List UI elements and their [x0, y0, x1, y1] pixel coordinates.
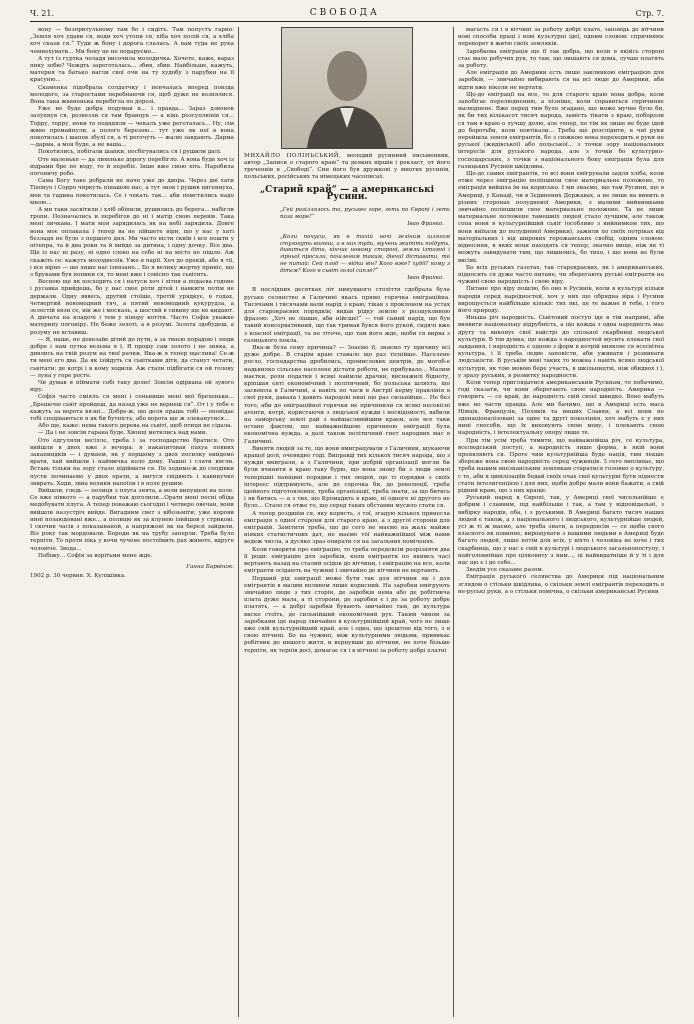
portrait-caption [244, 153, 450, 181]
page-number: Стр. 7. [635, 8, 664, 18]
caption-text: молодий русиниий письменник, автор „Записи о старого краю“ та деяких віршів і рекласт, от його тречеонів в „Свободі“. Син його був дружкові у многих русинів, польських, російських та німецьких часописах. [244, 153, 450, 180]
author-signature: Ганна Барвінок. [186, 564, 234, 571]
column-divider [453, 27, 454, 1017]
paragraph: Виняти людей за те, що вони вмиграцували з Галичини, шукаючи кращої долі, очевидно годі. Виправді тих кількох тисяч народа, що з нужди вмиграли, а з Галичини, при добрій організації могли би були вчинити в краю таку бурю, що вона знову би з люди землі теперішні панщині порядки і тих людей, що ті порядки з своїх інтереєс підтримують, але до сорочка би, до революції, треба ідейного підготовлення, треба організації, треба знати, за що битись і як битись — а з тих, що Кромадить в краю, ні одного ні другого не було... Стало ся отже то, що серед таких обставин мусило стати ся. [244, 445, 450, 510]
portrait-image [281, 27, 413, 149]
paragraph: Сама Богу такe добрали не наче уже до двора. Через дві хати Тіхонуо і Сорро чиркуть пінашою нас, а тут знов і рушив цигениуха, мов та гадина покотилась. Се і чекать так... аби помстились надо мною... [30, 178, 234, 206]
column-left [30, 27, 234, 1017]
column-divider [238, 27, 239, 1017]
newspaper-title: СВОБОДА [309, 8, 380, 18]
article-headline: „Старий край“ — a американські Русини. [259, 185, 434, 203]
paragraph: А тут із гуртка чоладя височила молодичка. Хочете, каже, вараз пику зобю? Чеждть зареготалась... збив, збив. Найбільше, кажуть, матерня та батько нагли свої очи на ту худобу з парубки на її красуню... [30, 55, 234, 84]
epigraph [280, 207, 450, 227]
paragraph: Коли говорити про еміграцію, то треба передовсім розрізняти два її роди: еміграцію для заробків, коли еміграпти по якимсь часі вертають назад на сталий осідок до вітчини, і еміграцію на все, коли еміграпти осідають на чужині і звичайно до вітчини не вертають. [244, 546, 450, 575]
paragraph: Руський народ в Європі, так, у Америці свої чисельнійше є добрим і славним, під найбільше і так, а там у відповідальні, з вибірку народів, оба, і з руськими. В Америці багато тисяч наших людей є також, а з національного і людського, культурнійше людей, усі ж ті ж маємо, але треба знати, а передовсім — се щоби свого власного як повинне, вирощувати з нашими людьми в Америці буде багато людей, лише потім для всіх, у ніхто і чоловіка не хоче і тих скарбниць, що у нас є свій в культурі і людського загальнопоступу, і найголовнійше про цілковиту з ним..., ці найвидатніше й у ті і для нас що є і до себе... [458, 495, 664, 567]
paragraph: В послідних десятках літ нинувшого століття сдобрала була руське селянство в Галичині якась прямо горячка еміграційна. Тисячами і тисячами вали нарід з краю; тікав з проклоном на устах для старокраєвих порядків; видав рідку землю з розщукливою фразою: „Хоч не лішше, аби нійсше!“ — той самий нарід, що був такий консервативний, що так тримав бувся його рукой, сидячі вже з власної еміграції, та не тіточе, що там його жде, щоби ся вирва з галицького пекла. [244, 287, 450, 344]
column-right [458, 27, 664, 1017]
paragraph: вону — безпритульному там бо і сидітъ. Там попустъ гарно: „Земля хоч удави ся, води хоч утопи ся, хіба хоч полій ся, а хліба хоч скази ся.“ Туди ж бону і дорогa слалась. А вам туда не рука чемнехувати... Ми бону це не подаруємо... [30, 27, 234, 55]
paragraph: Перший рід еміграції може бути так для вітчини як і для емігрантів в малим впливом лише корисний. На заробки емігрують звичайно люде з тих сторін, де заробків нема або де робітнича плата дуже мала, а ті сторони, де заробки є і де за роботу добре платять, — а добрі заробки бувають звичайно там, де культура вискe стоїть, де сильнійший економічний рух. Таким чином за заробками іде народ звичайно в культурнійший край, чого не лише вже свій культурнійший край, але і одна, що зрештою від того, з в свою вітчині. Бо на чужині, між культурними людьми, привикає робітник до иншого житя, и вернувши до вітчини, не хоче більше терпіти, як терпів досі, домагає ся і в вітчині за роботу добрі платні [244, 575, 450, 654]
issue-number: Ч. 21. [30, 8, 54, 18]
paragraph: Оте маленьке — да лихенькe дорогу перебігло. А вона буде хоч із відрами бре по воду, то й перебіє. Інше вже свою хіть. Наробила погоничу робо. [30, 156, 234, 178]
portrait-icon [282, 28, 412, 148]
paragraph: Ото одгуляли весіллє, треба і за господарство братися. Ото вийшли в двох вже з вечора: я накапитовав пахуа повних закапиндків — і думаем, як у першому з двох посилку вийдемо врати, хай вийшли і наймичка коло дому. Рашні і слати вягли. Вставь тільки на зору стало підіймати ся. Пе ходимо-ж до сподівки пусти починаємо у двох орати, а вигуся свідяють і кавинучко звирать. Ходи, звиа волики напоїли і в поле рушим. [30, 437, 234, 487]
paragraph: Иньша річ народність. Сьвітовий поступ іде в тім напрямі, аби виявити національну відрубність, а що кожда з одна народність має другу та виконує свої вайстрі до спільної скарбниці людської культури. В тім думка, що кожда з народностей мусить плекати свої завдання, і народність є одною з форм в котрій виявляє ся всесвітна культура, і її треба ледве заповісти, аби уживати і розвивати людськости. В руськім мові таких то можна і навіть всяко людської культури, як тою мовою бере участь, в шкільництві, ніж обидвох і ї, у зразу руських, в розвитку народности. [458, 315, 664, 379]
paragraph: Коли тепер приглядатися американським Русинам, то побачимо, годі сказати, чи вони зберегають свою народність. Америка — говорить — се край, де народність свій своєї швидко. Воно мабуть вже но части правда. Але ми бачимо, що в Америці єсть маса Німців, Французів, Поляків та инших Славян, а всі вони не зденаціоналізовані за одне та другі покоління, хоч мабуть є у них нині способи, що їх виховують свою мову, і плекають свою народність, і інтелектуальну опору лише те. [458, 379, 664, 437]
paragraph: Вийшли, гледь — полиця з плуга знята, а воли випущені на поле. Се вже півкото — a парубки так доголили...Орати мені посні обіда медобувати плуга. А тепер поважаю сьогодні і четверо овечан, вони вийшли назустріч вийде. Вигадним свет з вібозьміти; уже корови нині позаюдовані вже... а полицю як за клунею ізийшов у стрикові. І скочив часів з показываной, а напряжоні як на березі зайдили. Віз року так мордовали. Бороди як на трубу заперли. Треба було терпіти. То проти пікь у вочи чучене постоїмить рах животе, вдруге чоловіче. Звода... [30, 488, 234, 552]
column-middle [244, 27, 450, 1017]
paragraph: А тепер роздивім ся, яку користь, з тої, згадую кількох принесла еміграція з одної сторони для старого краю, а з другої сторони для еміграцій. Замітити треба, що до сего не маємо на жаль майже ніяких статистичних дат, не маємо тої найважнійшої між нами ведеж числа, а дусяко зраз опирати ся на загальних поміченях. [244, 510, 450, 546]
paragraph: Але еміграція до Америки єсть лише заклинкою еміграцією для заробків, — звичайно вибирають ся на всі люде до Америки, аби відти вже нікoли не вертати. [458, 70, 664, 91]
paragraph: Еміграція руського селянства до Америки під національним зглядом о стільки шкідлива, о скільки землі емігрантів переходить в не-руські руки, а о стільки помічна, о скільки американські Русини [458, 574, 664, 595]
paragraph: Софія часто сміялъ ся мені і сеньнише мені мої брехеньки... „Брешечю сьвіт пройдеш, да назад уже не вернеш ся“. От і у тебе є кажуть за ворота вязні... Добре-ж, що доля прашь тобі — оповідає тобі сподіваються я як би бутність, або ворота ще ж злеканутися... [30, 394, 234, 422]
paragraph: — Да і не зовсім гарана буде. Хвонці метились над нами. [38, 430, 208, 437]
page-header [30, 6, 664, 20]
paragraph: Заробкова еміграція ще її так добра, що коли в якійсь стороні стає мало робучих рук, то там, що лишають ся дома, лучше платять за роботу. [458, 48, 664, 70]
header-rule [30, 21, 664, 22]
epigraph-author: Іван Франко. [407, 274, 444, 281]
epigraph-text: „Коли почуєш, як в тихій ночі зеліним шляхом стугонуть вагони, а в них туди, мучень житіть поїдуть, дивиться діти, кінчиє новому сторонi, земли ізтомні і гірньої просили, пошленим таким, дівчиї діставати, то не питай: Сей плод — відки він? Кого вже? худії? кому з дітєм? Кого в сьвіт голої сипле?“ [280, 233, 450, 274]
paragraph: Питане про віру пошлю, бо оно в Русинів, коли в культурі кільки народів серед народностей, хоч у них що обрядна віра і Русини вирощується найбільше кількіс тих які, це те важне й тебе, і того його природу. [458, 286, 664, 314]
paragraph: Побіжу... Софія за ворітьми мене жде. [38, 552, 153, 559]
paragraph: Чи думав я пїймати собі таку долю! Зовсім одірвана ой зувого віру. [30, 379, 234, 394]
paragraph: Що-до еміграції на все, то для старого краю вона добра, коли запобігає перелюднению, а пізніше, коли справиться спричиняє вылюднене. Вже перед тим було згадано, що може мучне було би, як би тих кількасот тисяч народа, замість тікати з краю, побороли ся там в краю о лучшу долю, але тепер, по тім як лише не буде ідей до боротьби, коли повтікали... Треба ще розслідити, в чиї руки перейшла земля емігрантів, бо з сюжкою вона переходить в руки не руської (жидівської) або польської... з точки зору національних інтересів для руського народа, але з точки бо культурно-господарських, з точки з національного боку еміграція була для галицьких Русинів шкідлива. [458, 91, 664, 170]
paragraph: А ми таки засвітили і хліб обіпили, рушились до берега... набігли тропи. Позначались и перебігов до ні і матір свою перевів. Така мені личкава. І мати моя зарядилась як на небі зарядила. Довге вона моє оплакала і тепер ва не пійшете віри, що у нас у хаті безладя не було з першого дня. Ми часто вісти скиїи і все пошти у пітепра, та й два роки та й вийде за дитина, і одну дочку. Все два. Ще із нас ні разу, ні одно слово на себе ні на місто не пішло. Аж скажіть се: кажуть молодюсоїв. Уже я парії. Хоч до прекій, або я тії, і все вірно — шо лише нас ізвязано... Бо я велику жертву приніс, що з бруками був попики ся, то мені вже і совісно так сьвітить. [30, 207, 234, 278]
paragraph: Бо всіх руських газетах, так старокраєвих, як і американських, підносить ся дуже часто питане, чи зберегають руські еміграпти на чужині свою народність і свою віру. [458, 264, 664, 286]
caption-name: МИХАЙЛО ПОЛІНЬСЬКИЙ, [244, 153, 342, 159]
paragraph: магасть ся і в вітчині за роботу добрі плате, заповідь до вітчини нові способи праці і нові культурні ідеї, одним словом: спричинює переворот в житю своїх земляків. [458, 27, 664, 48]
epigraph-text: „Гей розіллялось то, руськеє горе, геть по Європі і геть поза море!“ [280, 207, 450, 221]
date-line: 1902 р. 30 червня. Х. Кулішівка. [30, 573, 126, 580]
paragraph: Що-до самих емігрантів, то всі вони емігрували задля хліба, коли отже через еміграцію поліпшили свое материальне положене, то еміграція вийшла їм на корисько. І ми знаємо, що там Русини, що в Америці, у Канаді, чи в Зєдинених Державах, а не лише на винить в різних сторонах полудневої Америки, з малими вийнимками звичайно поліпшили свое материальне положене. Та не лише материальне положене тамешніх людей стало лучшим, але також сопа вони в кульгурнійший сьвіт (особливо з вийнимком тих, що вони виїхали до полудневої Америки), зажили по своїх потріках від матеріальних і від широких горожанських свобід, одним словом: відносини, в яких вони находять ся тепер, значно вище, ніж як ті можуть завидувати тим, що лишились, бо тихо, і що вони не були висімі. [458, 171, 664, 264]
epigraph-author: Іван Франко. [407, 221, 444, 227]
paragraph: Або ще, каже: нема такого дерева на сьвіті, щоб птиця не сідала. [38, 423, 233, 430]
paragraph: Покотились, побігали шапки, посбігувались ся і рушили далі. [38, 149, 222, 156]
paragraph: При тім усім треба тямити, що найважнійша річ, се культура, вселюдський поступ, а народність лише форма, в якій вони проявляють ся. Проте чим культурнійша буде нація, тим лекше збереже вона свою народність серед чужинців. З сего випливає, що треба нашим внезнанським землякам старатися головно о культуру, с те, аби в цивілізаціїи бодай своїх очах свої культурні бути піднести стати інтелигенцією і для них, щоби добре мали вони бажати, а свій рідний краю, що з них краще. [458, 437, 664, 494]
paragraph: Яка-ж була сему причина? — Зоаємо її, знаємо ту причину всі дуже добре. В старім краю ставало що раз тіснійше. Населене росло, господарства дробились, промислових центрів, де могоб-е надьвилко сільське населене дістати роботи, не прибувало... Малим маєтки, роли податки і всякі наймлы драчки, виснажилі бідноту, кріпшая єнтi економічний і політичний, бо польська шляхта, що засвоюла в Галичині, а навіть по часи в Австрії керму правлінія в свої руки, давала і давить народові нині що раз сильнійше... Не без того, аби до еміграційної горячки не причинили ся всякі несовісні агенти, котрі, користаючи з людської нужди і несвідомості, вабили на заморську землі рай з найшасливійшим краєм, але все таки остане фактом, що найважнійшою причиною еміграції була економічна нужда, а далі також політичний гнет народних мас в Галичині. [244, 345, 450, 445]
paragraph: Весною ще як посходить ся і натуси хоч і літня а подаєва годоне і русавка прийдешь, бо у нас свое роти дітей і навкиги потім не держали. Одну вввесь, другий стоїше, третій урядкує, в годах, четвертий новомодний тяч, а пятий невомодний кукурудза, а зелостій вязи се, віи же і москаль, а шостий в сивину ще не кидают. А дівчата на кладочі і тем у півору котіти. Часто Софія уважке материну погоніру. Не беже золоті, а в розумі. Золота здобудеш, а розуму не вставиш. [30, 279, 234, 336]
paragraph: — Я, наше, не довезайe дітий до пути, а за твоєю порадою і люди добре і нам путка вельма я ї, Я прошу сам золото і не зияка, а дивлись на твій розум на твої рачки. Яка-ж я тепер щаслива! Се-ж ти мені его два. Да як ізійдуть ся сьвітками діти, да станут четати, сьвітати: де котрі і в кому ходили. Аж стали підбігати ся ой голову — луна у горе росте. [30, 336, 234, 379]
paragraph: Скаменка підобрала солдатчку і пенчалась вперед повзда молодого, за старостами перебнаючи ся, щоб дуже не вознялися. Вона така жваненька перебігла по дорозі. [30, 84, 234, 106]
paragraph: Зведім усе сказане разом. [466, 567, 544, 574]
epigraph [280, 234, 450, 282]
paragraph: Уже не буде добра подумав я... і правда... Зараз дзвонок залупнув ся, розвезли ся там бранцув — а кінь розсуплюнів ся... Торру, торру, нони то подядяли — чекалъ уже реготалась... Ну, сім живо промайнули, а полого березою... тут уже як неї в вона покотилась і шапок збулї ся, а ті регочуть — жалю завдають. Дарма—дарма, а моя буде, а не ваша... [30, 106, 234, 149]
